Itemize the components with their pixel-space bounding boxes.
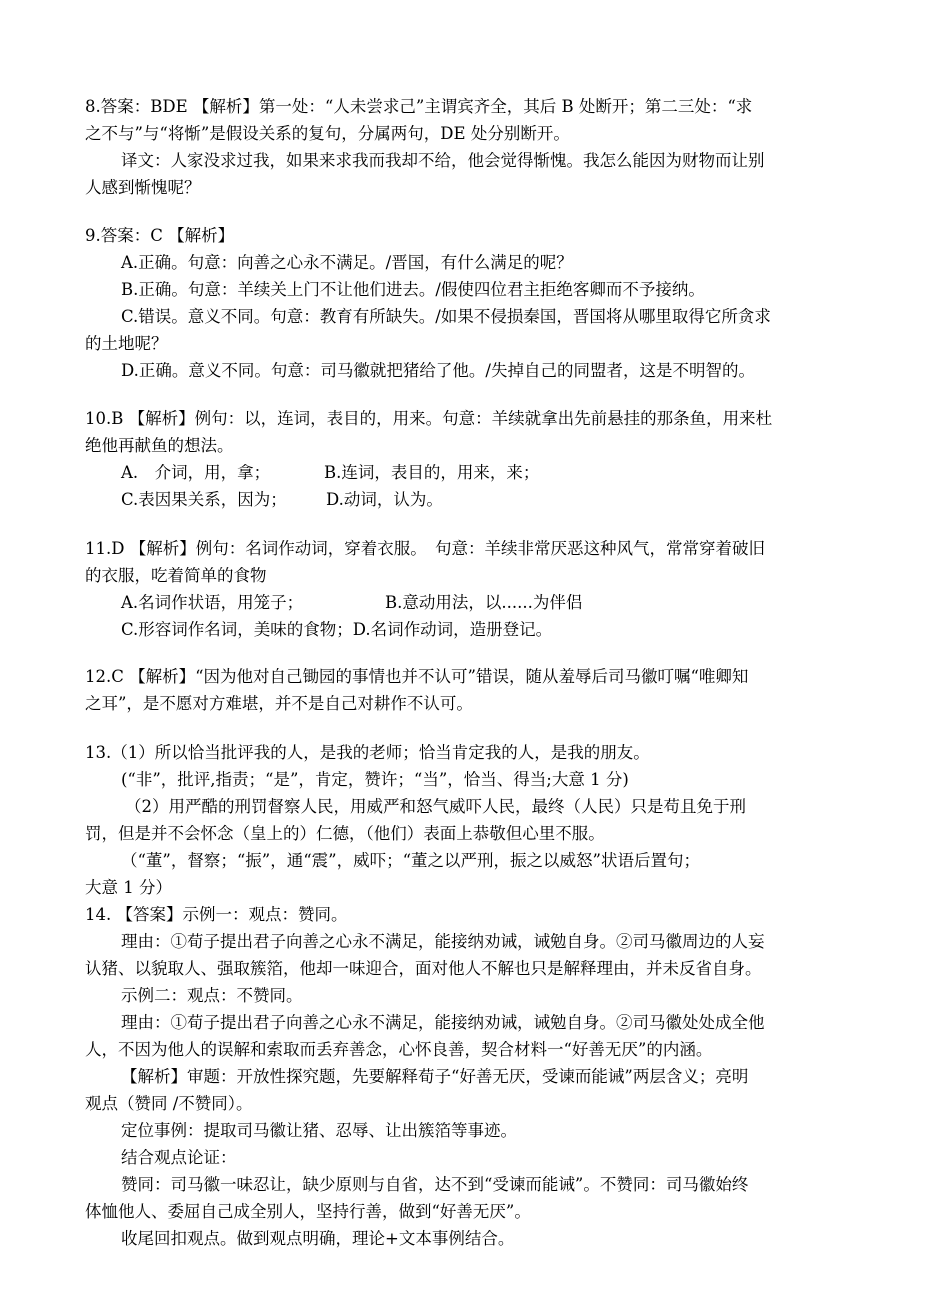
answer-10-line-2: 绝他再献鱼的想法。 bbox=[85, 436, 234, 455]
answer-13-part-2-cont: 罚，但是并不会怀念（皇上的）仁德，（他们）表面上恭敬但心里不服。 bbox=[85, 824, 605, 843]
answer-8-line-2: 之不与”与“将惭”是假设关系的复句，分属两句，DE 处分别断开。 bbox=[85, 124, 570, 143]
answer-14-analysis-cont: 观点（赞同 /不赞同）。 bbox=[85, 1094, 253, 1113]
answer-8-translation: 译文：人家没求过我，如果来求我而我却不给，他会觉得惭愧。我怎么能因为财物而让别 bbox=[121, 151, 765, 170]
answer-13-part-1: 13.（1）所以恰当批评我的人，是我的老师；恰当肯定我的人，是我的朋友。 bbox=[85, 743, 650, 762]
answer-13-part-2: （2）用严酷的刑罚督察人民，用威严和怒气威吓人民，最终（人民）只是苟且免于刑 bbox=[125, 797, 746, 816]
answer-11-line-2: 的衣服，吃着简单的食物 bbox=[85, 566, 267, 585]
answer-14-reason-1-cont: 认猪、以貌取人、强取簇箔，他却一味迎合，面对他人不解也只是解释理由，并未反省自身。 bbox=[85, 959, 762, 978]
answer-12-line-1: 12.C 【解析】“因为他对自己锄园的事情也并不认可”错误，随从羞辱后司马徽叮嘱“唯卿知 bbox=[85, 667, 749, 686]
answer-14-analysis: 【解析】审题：开放性探究题，先要解释荀子“好善无厌，受谏而能诫”两层含义；亮明 bbox=[121, 1067, 749, 1086]
answer-14-argue: 结合观点论证： bbox=[121, 1148, 237, 1167]
answer-11-option-a: A.名词作状语，用笼子； bbox=[121, 593, 304, 612]
answer-9-option-b: B.正确。句意：羊续关上门不让他们进去。/假使四位君主拒绝客卿而不予接纳。 bbox=[121, 280, 705, 299]
answer-10-option-d: D.动词，认为。 bbox=[326, 490, 443, 509]
answer-14-reason-1: 理由：①荀子提出君子向善之心永不满足，能接纳劝诫，诫勉自身。②司马徽周边的人妄 bbox=[121, 932, 765, 951]
answer-13-part-2-note-cont: 大意 1 分） bbox=[85, 878, 172, 897]
answer-11-line-1: 11.D 【解析】例句：名词作动词，穿着衣服。 句意：羊续非常厌恶这种风气，常常穿着破旧 bbox=[85, 539, 765, 558]
answer-14-line-1: 14. 【答案】示例一：观点：赞同。 bbox=[85, 905, 348, 924]
answer-11-options-c-d: C.形容词作名词，美味的食物；D.名词作动词，造册登记。 bbox=[121, 620, 553, 639]
answer-14-locate: 定位事例：提取司马徽让猪、忍辱、让出簇箔等事迹。 bbox=[121, 1121, 517, 1140]
answer-9-option-c-cont: 的土地呢？ bbox=[85, 334, 168, 353]
answer-12-line-2: 之耳”，是不愿对方难堪，并不是自己对耕作不认可。 bbox=[85, 694, 473, 713]
answer-14-reason-2-cont: 人，不因为他人的误解和索取而丢弃善念，心怀良善，契合材料一“好善无厌”的内涵。 bbox=[85, 1040, 713, 1059]
answer-8-line-1: 8.答案：BDE 【解析】第一处：“人未尝求己”主谓宾齐全，其后 B 处断开；第二三处：“求 bbox=[85, 97, 753, 116]
answer-9-option-a: A.正确。句意：向善之心永不满足。/晋国，有什么满足的呢？ bbox=[121, 253, 573, 272]
answer-9-option-d: D.正确。意义不同。句意：司马徽就把猪给了他。/失掉自己的同盟者，这是不明智的。 bbox=[121, 361, 755, 380]
answer-10-option-b: B.连词，表目的，用来，来； bbox=[324, 463, 540, 482]
answer-14-conclusion: 收尾回扣观点。做到观点明确，理论+文本事例结合。 bbox=[121, 1229, 515, 1248]
answer-10-option-c: C.表因果关系，因为； bbox=[121, 490, 287, 509]
answer-11-option-b: B.意动用法，以......为伴侣 bbox=[385, 593, 583, 612]
answer-13-part-1-note: (“非”，批评,指责；“是”，肯定，赞许；“当”，恰当、得当;大意 1 分) bbox=[121, 770, 629, 789]
answer-10-line-1: 10.B 【解析】例句：以，连词，表目的，用来。句意：羊续就拿出先前悬挂的那条鱼，用来杜 bbox=[85, 409, 773, 428]
answer-9-option-c: C.错误。意义不同。句意：教育有所缺失。/如果不侵损秦国，晋国将从哪里取得它所贪求 bbox=[121, 307, 771, 326]
answer-10-option-a: A. 介词，用，拿； bbox=[121, 463, 271, 482]
answer-14-argue-detail: 赞同：司马徽一味忍让，缺少原则与自省，达不到“受谏而能诫”。不赞同：司马徽始终 bbox=[121, 1175, 749, 1194]
answer-8-translation-cont: 人感到惭愧呢？ bbox=[85, 178, 201, 197]
answer-9-line-1: 9.答案：C 【解析】 bbox=[85, 226, 235, 245]
answer-13-part-2-note: （“董”，督察；“振”，通“震”，威吓；“董之以严刑，振之以威怒”状语后置句； bbox=[121, 851, 700, 870]
answer-14-reason-2: 理由：①荀子提出君子向善之心永不满足，能接纳劝诫，诫勉自身。②司马徽处处成全他 bbox=[121, 1013, 765, 1032]
answer-14-example-2: 示例二：观点：不赞同。 bbox=[121, 986, 303, 1005]
answer-14-argue-detail-cont: 体恤他人、委屈自己成全别人，坚持行善，做到“好善无厌”。 bbox=[85, 1202, 531, 1221]
